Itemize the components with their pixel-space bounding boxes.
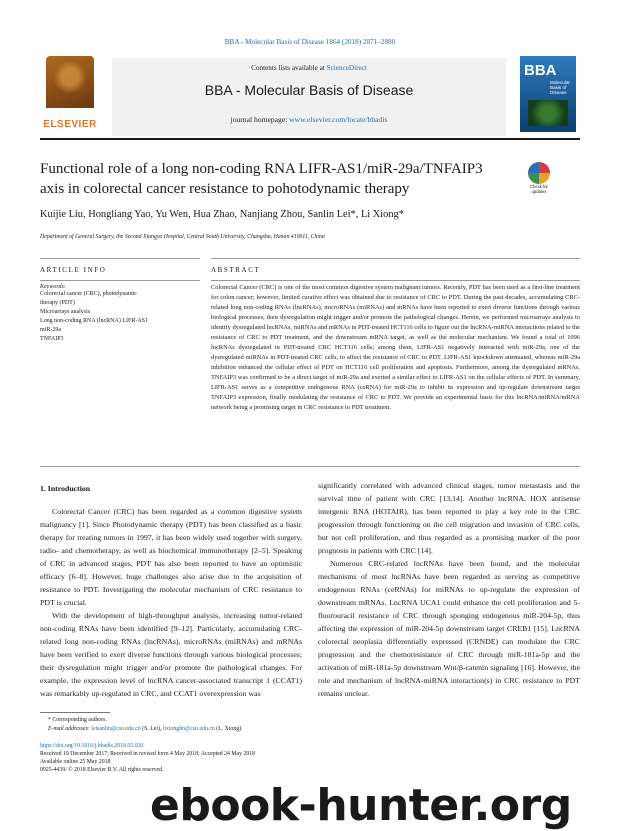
- keywords-block: [40, 284, 200, 344]
- header-rule: [40, 138, 580, 140]
- email-link[interactable]: lixionghn@csu.edu.cn: [162, 726, 215, 732]
- intro-paragraph: significantly correlated with advanced clinical stages, tumor metastasis and the survival time of patient with CRC [13,14]. Another lncRNA, HOX antisense intergenic RNA (HOTAIR), has been reported to play a key role in the CRC progression through functioning on the cell migration and invasion of CRC cells, but not cell proliferation, and thus regarded as a promising marker of the poor prognosis in patients with CRC [14].: [318, 481, 580, 555]
- journal-name: BBA - Molecular Basis of Disease: [204, 82, 414, 98]
- journal-homepage: journal homepage: www.elsevier.com/locate/bbadis: [230, 115, 388, 124]
- check-updates-label: Check for updates: [530, 184, 548, 194]
- keyword-item: TNFAIP3: [40, 336, 64, 342]
- sciencedirect-link[interactable]: ScienceDirect: [326, 64, 367, 72]
- intro-right-column: [318, 479, 580, 700]
- copyright: 0925-4439/ © 2018 Elsevier B.V. All rights reserved.: [40, 767, 164, 773]
- email-link[interactable]: leisanlin@csu.edu.cn: [91, 726, 141, 732]
- intro-paragraph: Colorectal Cancer (CRC) has been regarded as a common digestive system malignancy [1]. Since Photodynamic therapy (PDT) has been classified as a basic therapy for treating tumors in 1997, it has been widely used together with surgery, radio- and chemotherapy, as well as biochemical immunotherapy [2–5]. Speaking of CRC in advanced stages, PDT has also been reported to have an optimistic efficacy [6–8]. However, huge challenges also arise due to the acquisition of resistance to PDT. Investigating the molecular mechanism of CRC resistance to PDT is crucial.: [40, 507, 302, 607]
- cover-title: BBA: [524, 62, 557, 79]
- keyword-item: therapy (PDT): [40, 300, 75, 306]
- article-info-heading: ARTICLE INFO: [40, 266, 107, 274]
- keyword-item: Microarrays analysis: [40, 309, 91, 315]
- abstract-heading: ABSTRACT: [211, 266, 261, 274]
- cover-subtitle: Molecular Basis of Disease: [550, 80, 570, 95]
- elsevier-logo: [40, 56, 100, 130]
- intro-left-column: [40, 505, 302, 700]
- footnote-rule: [40, 712, 110, 713]
- watermark: ebook-hunter.org: [150, 780, 572, 831]
- info-divider: [40, 258, 200, 259]
- intro-paragraph: Numerous CRC-related lncRNAs have been found, and the molecular mechanisms of most lncRNAs have been regarded as serving as competitive endogenous RNAs (ceRNAs) for miRNAs to up-regulate the expression of downstream mRNAs. LncRNA UCA1 could enhance the cell proliferation and 5-fluorouracil resistance of CRC through sponging endogenous miR-204-5p, thus affecting the expression of miR-204-5p downstream target CREB1 [15]. LncRNA colorectal neoplasia differentially expressed (CRNDE) can modulate the CRC progression and the chemoresistance of CRC through miR-181a-5p and the activation of miR-181a-5p downstream Wnt/β-catenin signaling [16]. However, the role and mechanism of lncRNA-miRNA interaction(s) in CRC resistance to PDT remains unclear.: [318, 559, 580, 698]
- corresponding-note: * Corresponding authors.: [48, 717, 107, 723]
- author-list: Kuijie Liu, Hongliang Yao, Yu Wen, Hua Zhao, Nanjiang Zhou, Sanlin Lei*, Li Xiong*: [40, 209, 404, 220]
- abstract-divider-2: [211, 280, 580, 281]
- abstract-bottom-rule: [40, 466, 580, 467]
- introduction-heading: 1. Introduction: [40, 484, 91, 493]
- cover-image: [528, 100, 568, 126]
- homepage-link[interactable]: www.elsevier.com/locate/bbadis: [289, 115, 388, 124]
- abstract-text: Colorectal Cancer (CRC) is one of the most common digestive system malignant tumors. Recently, PDT has been used as a first-line treatment for colon cancer; however, limited curative effect was obtained due to resistance of CRC to PDT. During the past decades, accumulating CRC-related long non-coding RNAs (lncRNAs), microRNAs (miRNAs) and mRNAs have been reported to exert diverse functions through various biological processes; their dysregulation might trigger and/or promote the pathological changes. Herein, we performed microarrays analysis to identify dysregulated lncRNAs, miRNAs and mRNAs in PDT-treated HCT116 cells to figure out the lncRNA-miRNA interactions related to the resistance of CRC to PDT treatment, and the downstream mRNA target, as well as the molecular mechanism. We found a total of 1096 lncRNAs dysregulated in PDT-treated CRC HCT116 cells; among them, LIFR-AS1 negatively interacted with miR-29a, one of the dysregulated miRNAs in PDT-treated CRC cells, to affect the resistance of CRC to PDT. LIFR-AS1 knockdown attenuated, whereas miR-29a inhibition enhanced the cellular effect of PDT on HCT116 cell proliferation and apoptosis. Furthermore, among the dysregulated mRNAs, TNFAIP3 was confirmed to be a direct target of miR-29a and exerted a similar effect to LIFR-AS1 on the cellular effects of PDT. In summary, LIFR-AS1 serves as a competitive endogenous RNA (ceRNA) for miR-29a to inhibit its expression and up-regulate downstream target TNFAIP3 expression, finally modulating the resistance of CRC to PDT. We provide an experimental basis for this lncRNA/miRNA/mRNA network being a promising target in CRC resistance to PDT treatment.: [211, 284, 580, 411]
- check-updates-icon: [528, 162, 550, 184]
- keyword-item: Long non-coding RNA (lncRNA) LIFR-AS1: [40, 318, 148, 324]
- info-divider-2: [40, 280, 200, 281]
- running-header: BBA - Molecular Basis of Disease 1864 (2018) 2871–2880: [224, 38, 396, 46]
- contents-line: Contents lists available at ScienceDirect: [251, 64, 367, 72]
- keyword-item: Colorectal cancer (CRC), photodynamic: [40, 291, 137, 297]
- journal-cover: [520, 56, 576, 132]
- intro-paragraph: With the development of high-throughput analysis, increasing tumor-related non-coding RNAs have been identified [9–12]. Particularly, accumulating CRC-related long non-coding RNAs (lncRNAs), microRNAs (miRNAs) and mRNAs have been verified to exert diverse functions through various biological processes; their dysregulation might trigger and/or promote the pathological changes. For example, the expression level of lncRNA cancer-associated transcript 1 (CCAT1) was remarkably up-regulated in CRC, and CCAT1 overexpression was: [40, 611, 302, 698]
- doi-link[interactable]: https://doi.org/10.1016/j.bbadis.2018.05.020: [40, 743, 144, 749]
- received-dates: Received 19 December 2017; Received in revised form 4 May 2018; Accepted 24 May 2018: [40, 751, 256, 757]
- elsevier-wordmark: ELSEVIER: [43, 119, 97, 130]
- elsevier-tree-icon: [46, 56, 94, 108]
- article-title: Functional role of a long non-coding RNA LIFR-AS1/miR-29a/TNFAIP3 axis in colorectal cancer resistance to pohotodynamic therapy: [40, 161, 483, 197]
- check-for-updates-badge[interactable]: [526, 162, 552, 196]
- keywords-label: Keywords:: [40, 284, 66, 290]
- abstract-divider: [211, 258, 580, 259]
- email-line: E-mail addresses: leisanlin@csu.edu.cn (S. Lei), lixionghn@csu.edu.cn (L. Xiong).: [48, 726, 243, 732]
- affiliation: Department of General Surgery, the Second Xiangya Hospital, Central South University, Changsha, Hunan 410011, China: [40, 234, 325, 240]
- available-online: Available online 25 May 2018: [40, 759, 111, 765]
- keyword-item: miR-29a: [40, 327, 61, 333]
